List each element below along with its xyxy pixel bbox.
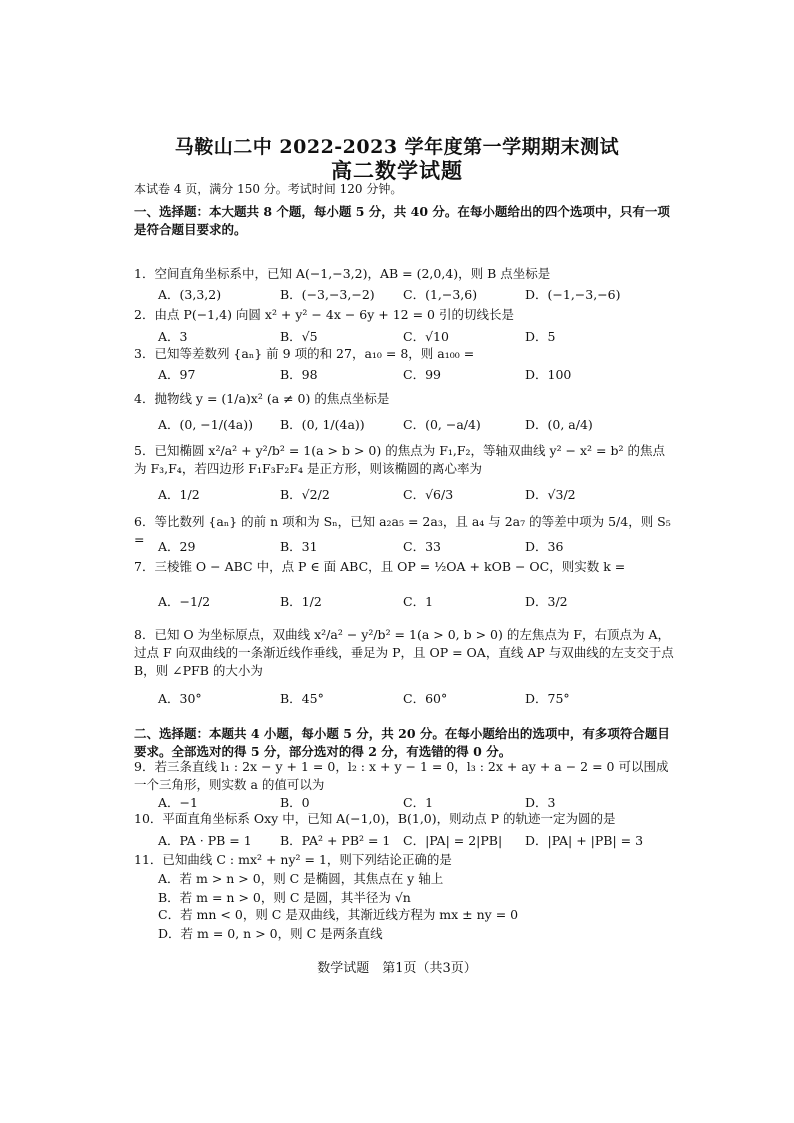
- option-c: C．1: [403, 594, 434, 609]
- question-4-options: [158, 415, 678, 435]
- question-9-stem: 9．若三条直线 l₁ : 2x − y + 1 = 0，l₂ : x + y − 1 = 0，l₃ : 2x + ay + a − 2 = 0 可以围成一个三角形，则实数 a 的值可以为: [134, 759, 669, 792]
- question-11-option-b: B．若 m = n > 0，则 C 是圆，其半径为 √n: [158, 890, 411, 905]
- section-1-heading: 一、选择题：本大题共 8 个题，每小题 5 分，共 40 分。在每小题给出的四个选项中，只有一项是符合题目要求的。: [134, 204, 670, 237]
- question-2-stem: 2．由点 P(−1,4) 向圆 x² + y² − 4x − 6y + 12 = 0 引的切线长是: [134, 307, 514, 322]
- question-3-stem: 3．已知等差数列 {aₙ} 前 9 项的和 27，a₁₀ = 8，则 a₁₀₀ =: [134, 346, 475, 361]
- option-d: D．3/2: [525, 594, 568, 609]
- option-a: A．29: [158, 539, 196, 554]
- question-1-stem: 1．空间直角坐标系中，已知 A(−1,−3,2)，AB = (2,0,4)，则 B 点坐标是: [134, 266, 551, 281]
- question-8-stem: 8．已知 O 为坐标原点，双曲线 x²/a² − y²/b² = 1(a > 0, b > 0) 的左焦点为 F，右顶点为 A，过点 F 向双曲线的一条渐近线作垂线，垂足为 P，且 OP = OA，直线 AP 与双曲线的左支交于点 B，则 ∠PFB 的大小为: [134, 627, 674, 678]
- question-7-stem: 7．三棱锥 O − ABC 中，点 P ∈ 面 ABC，且 OP = ½OA + kOB − OC，则实数 k =: [134, 559, 626, 574]
- option-a: A．(0, −1/(4a)): [158, 417, 253, 432]
- option-a: A．PA · PB = 1: [158, 833, 252, 848]
- option-a: A．1/2: [158, 487, 200, 502]
- page-footer: 数学试题 第1页（共3页）: [317, 961, 477, 976]
- question-11-option-c: C．若 mn < 0，则 C 是双曲线，其渐近线方程为 mx ± ny = 0: [158, 907, 519, 922]
- question-4-stem: 4．抛物线 y = (1/a)x² (a ≠ 0) 的焦点坐标是: [134, 391, 390, 406]
- option-d: D．√3/2: [525, 487, 576, 502]
- option-c: C．60°: [403, 691, 448, 706]
- option-a: A．(3,3,2): [158, 287, 222, 302]
- option-c: C．√10: [403, 329, 449, 344]
- option-b: B．PA² + PB² = 1: [280, 833, 391, 848]
- question-10-stem: 10．平面直角坐标系 Oxy 中，已知 A(−1,0)，B(1,0)，则动点 P 的轨迹一定为圆的是: [134, 811, 616, 826]
- option-d: D．36: [525, 539, 564, 554]
- option-c: C．(1,−3,6): [403, 287, 478, 302]
- option-c: C．|PA| = 2|PB|: [403, 833, 503, 848]
- option-b: B．45°: [280, 691, 324, 706]
- option-b: B．0: [280, 795, 310, 810]
- option-b: B．31: [280, 539, 318, 554]
- question-10-options: [158, 831, 678, 851]
- option-a: A．−1/2: [158, 594, 211, 609]
- option-a: A．3: [158, 329, 188, 344]
- option-a: A．97: [158, 367, 196, 382]
- option-b: B．98: [280, 367, 318, 382]
- option-b: B．√5: [280, 329, 318, 344]
- question-8-options: [158, 689, 678, 709]
- question-11-stem: 11．已知曲线 C : mx² + ny² = 1，则下列结论正确的是: [134, 852, 452, 867]
- section-2-heading: 二、选择题：本题共 4 小题，每小题 5 分，共 20 分。在每小题给出的选项中，有多项符合题目要求。全部选对的得 5 分，部分选对的得 2 分，有选错的得 0 分。: [134, 726, 670, 759]
- option-c: C．(0, −a/4): [403, 417, 481, 432]
- option-c: C．99: [403, 367, 441, 382]
- question-5-stem: 5．已知椭圆 x²/a² + y²/b² = 1(a > b > 0) 的焦点为 F₁,F₂，等轴双曲线 y² − x² = b² 的焦点为 F₃,F₄，若四边形 F₁F₃F₂F₄ 是正方形，则该椭圆的离心率为: [134, 443, 665, 476]
- question-5-options: [158, 485, 678, 505]
- question-3-options: [158, 365, 678, 385]
- exam-subtitle: 高二数学试题: [331, 158, 463, 183]
- option-d: D．(0, a/4): [525, 417, 593, 432]
- exam-title: 马鞍山二中 2022-2023 学年度第一学期期末测试: [174, 136, 620, 158]
- option-a: A．30°: [158, 691, 202, 706]
- question-1-options: [158, 285, 678, 305]
- question-11-option-a: A．若 m > n > 0，则 C 是椭圆，其焦点在 y 轴上: [158, 871, 444, 886]
- question-6-options: [158, 537, 678, 557]
- question-6-stem: 6．等比数列 {aₙ} 的前 n 项和为 Sₙ，已知 a₂a₅ = 2a₃，且 a₄ 与 2a₇ 的等差中项为 5/4，则 S₅ =: [134, 514, 671, 547]
- option-b: B．(−3,−3,−2): [280, 287, 375, 302]
- option-d: D．|PA| + |PB| = 3: [525, 833, 644, 848]
- exam-intro: 本试卷 4 页，满分 150 分。考试时间 120 分钟。: [134, 182, 403, 196]
- question-11-option-d: D．若 m = 0, n > 0，则 C 是两条直线: [158, 926, 383, 941]
- option-d: D．(−1,−3,−6): [525, 287, 621, 302]
- question-7-options: [158, 592, 678, 612]
- option-d: D．100: [525, 367, 572, 382]
- question-2-options: [158, 327, 678, 347]
- option-b: B．1/2: [280, 594, 322, 609]
- option-c: C．1: [403, 795, 434, 810]
- option-d: D．3: [525, 795, 556, 810]
- option-d: D．5: [525, 329, 556, 344]
- option-a: A．−1: [158, 795, 198, 810]
- option-c: C．√6/3: [403, 487, 454, 502]
- option-b: B．(0, 1/(4a)): [280, 417, 365, 432]
- option-c: C．33: [403, 539, 441, 554]
- option-b: B．√2/2: [280, 487, 330, 502]
- option-d: D．75°: [525, 691, 570, 706]
